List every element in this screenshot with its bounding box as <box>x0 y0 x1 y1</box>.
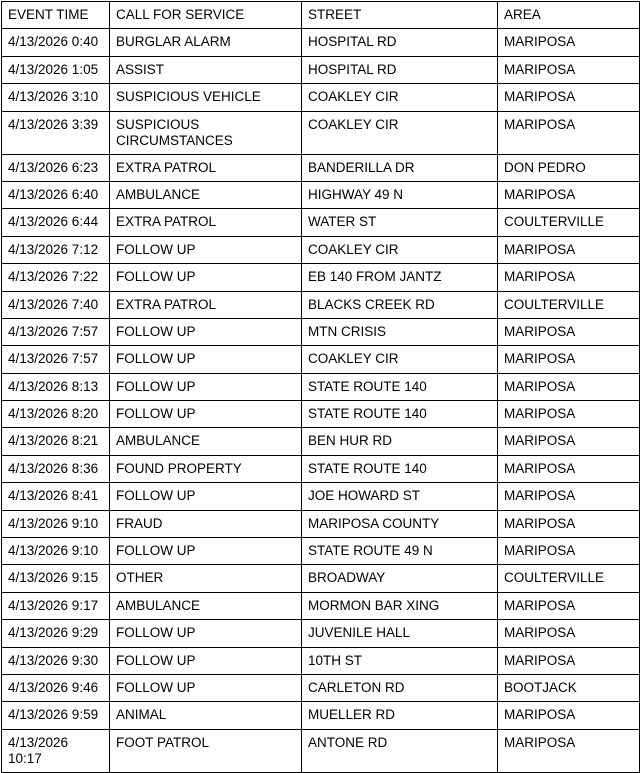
event-time-cell: 4/13/2026 3:39 <box>2 111 110 154</box>
street-cell: JUVENILE HALL <box>302 620 498 647</box>
area-cell: MARIPOSA <box>498 181 640 208</box>
street-cell: MUELLER RD <box>302 702 498 729</box>
area-cell: MARIPOSA <box>498 592 640 619</box>
table-row <box>2 373 640 400</box>
street-cell: BLACKS CREEK RD <box>302 291 498 318</box>
table-row <box>2 181 640 208</box>
area-cell: MARIPOSA <box>498 702 640 729</box>
call-log-table <box>1 1 640 773</box>
area-cell: DON PEDRO <box>498 154 640 181</box>
header-street: STREET <box>302 2 498 29</box>
table-row <box>2 510 640 537</box>
call-for-service-cell: FOLLOW UP <box>110 264 302 291</box>
street-cell: HOSPITAL RD <box>302 29 498 56</box>
event-time-cell: 4/13/2026 7:40 <box>2 291 110 318</box>
table-header <box>2 2 640 29</box>
area-cell: MARIPOSA <box>498 318 640 345</box>
call-for-service-cell: FOLLOW UP <box>110 647 302 674</box>
event-time-cell: 4/13/2026 7:57 <box>2 346 110 373</box>
street-cell: COAKLEY CIR <box>302 346 498 373</box>
area-cell: BOOTJACK <box>498 674 640 701</box>
call-for-service-cell: SUSPICIOUS CIRCUMSTANCES <box>110 111 302 154</box>
call-for-service-cell: FOLLOW UP <box>110 236 302 263</box>
event-time-cell: 4/13/2026 0:40 <box>2 29 110 56</box>
table-row <box>2 428 640 455</box>
call-for-service-cell: ANIMAL <box>110 702 302 729</box>
table-row <box>2 620 640 647</box>
table-body <box>2 29 640 772</box>
call-for-service-cell: FRAUD <box>110 510 302 537</box>
street-cell: BEN HUR RD <box>302 428 498 455</box>
event-time-cell: 4/13/2026 8:41 <box>2 483 110 510</box>
call-for-service-cell: FOLLOW UP <box>110 674 302 701</box>
event-time-cell: 4/13/2026 9:30 <box>2 647 110 674</box>
call-for-service-cell: ASSIST <box>110 56 302 83</box>
table-row <box>2 236 640 263</box>
table-row <box>2 647 640 674</box>
street-cell: JOE HOWARD ST <box>302 483 498 510</box>
area-cell: MARIPOSA <box>498 483 640 510</box>
area-cell: COULTERVILLE <box>498 291 640 318</box>
table-row <box>2 318 640 345</box>
table-row <box>2 346 640 373</box>
street-cell: ANTONE RD <box>302 729 498 772</box>
call-for-service-cell: FOUND PROPERTY <box>110 455 302 482</box>
area-cell: COULTERVILLE <box>498 209 640 236</box>
event-time-cell: 4/13/2026 9:17 <box>2 592 110 619</box>
event-time-cell: 4/13/2026 9:15 <box>2 565 110 592</box>
table-row <box>2 154 640 181</box>
call-for-service-cell: AMBULANCE <box>110 592 302 619</box>
call-for-service-cell: AMBULANCE <box>110 428 302 455</box>
area-cell: MARIPOSA <box>498 620 640 647</box>
event-time-cell: 4/13/2026 10:17 <box>2 729 110 772</box>
call-for-service-cell: FOLLOW UP <box>110 538 302 565</box>
table-row <box>2 401 640 428</box>
call-for-service-cell: OTHER <box>110 565 302 592</box>
header-event-time: EVENT TIME <box>2 2 110 29</box>
call-for-service-cell: FOLLOW UP <box>110 318 302 345</box>
table-row <box>2 674 640 701</box>
event-time-cell: 4/13/2026 9:10 <box>2 510 110 537</box>
table-row <box>2 483 640 510</box>
area-cell: MARIPOSA <box>498 510 640 537</box>
event-time-cell: 4/13/2026 8:21 <box>2 428 110 455</box>
area-cell: MARIPOSA <box>498 236 640 263</box>
area-cell: MARIPOSA <box>498 346 640 373</box>
street-cell: BANDERILLA DR <box>302 154 498 181</box>
area-cell: MARIPOSA <box>498 56 640 83</box>
street-cell: WATER ST <box>302 209 498 236</box>
header-area: AREA <box>498 2 640 29</box>
call-for-service-cell: FOLLOW UP <box>110 373 302 400</box>
area-cell: COULTERVILLE <box>498 565 640 592</box>
header-call-for-service: CALL FOR SERVICE <box>110 2 302 29</box>
area-cell: MARIPOSA <box>498 84 640 111</box>
call-for-service-cell: EXTRA PATROL <box>110 291 302 318</box>
event-time-cell: 4/13/2026 9:10 <box>2 538 110 565</box>
table-row <box>2 538 640 565</box>
area-cell: MARIPOSA <box>498 455 640 482</box>
street-cell: HIGHWAY 49 N <box>302 181 498 208</box>
table-row <box>2 56 640 83</box>
area-cell: MARIPOSA <box>498 373 640 400</box>
street-cell: STATE ROUTE 49 N <box>302 538 498 565</box>
event-time-cell: 4/13/2026 8:20 <box>2 401 110 428</box>
table-row <box>2 111 640 154</box>
table-row <box>2 264 640 291</box>
table-row <box>2 565 640 592</box>
table-row <box>2 592 640 619</box>
area-cell: MARIPOSA <box>498 111 640 154</box>
street-cell: COAKLEY CIR <box>302 84 498 111</box>
street-cell: MARIPOSA COUNTY <box>302 510 498 537</box>
street-cell: MORMON BAR XING <box>302 592 498 619</box>
street-cell: HOSPITAL RD <box>302 56 498 83</box>
event-time-cell: 4/13/2026 6:44 <box>2 209 110 236</box>
event-time-cell: 4/13/2026 6:40 <box>2 181 110 208</box>
event-time-cell: 4/13/2026 8:36 <box>2 455 110 482</box>
call-for-service-cell: SUSPICIOUS VEHICLE <box>110 84 302 111</box>
street-cell: CARLETON RD <box>302 674 498 701</box>
header-row <box>2 2 640 29</box>
call-for-service-cell: FOLLOW UP <box>110 346 302 373</box>
event-time-cell: 4/13/2026 7:57 <box>2 318 110 345</box>
street-cell: MTN CRISIS <box>302 318 498 345</box>
area-cell: MARIPOSA <box>498 729 640 772</box>
street-cell: 10TH ST <box>302 647 498 674</box>
table-row <box>2 702 640 729</box>
event-time-cell: 4/13/2026 6:23 <box>2 154 110 181</box>
call-for-service-cell: FOLLOW UP <box>110 483 302 510</box>
street-cell: STATE ROUTE 140 <box>302 401 498 428</box>
street-cell: STATE ROUTE 140 <box>302 455 498 482</box>
call-for-service-cell: FOLLOW UP <box>110 401 302 428</box>
call-for-service-cell: BURGLAR ALARM <box>110 29 302 56</box>
event-time-cell: 4/13/2026 1:05 <box>2 56 110 83</box>
table-row <box>2 84 640 111</box>
area-cell: MARIPOSA <box>498 647 640 674</box>
area-cell: MARIPOSA <box>498 29 640 56</box>
street-cell: STATE ROUTE 140 <box>302 373 498 400</box>
table-row <box>2 209 640 236</box>
area-cell: MARIPOSA <box>498 428 640 455</box>
street-cell: EB 140 FROM JANTZ <box>302 264 498 291</box>
event-time-cell: 4/13/2026 7:22 <box>2 264 110 291</box>
call-for-service-cell: EXTRA PATROL <box>110 209 302 236</box>
event-time-cell: 4/13/2026 9:29 <box>2 620 110 647</box>
street-cell: COAKLEY CIR <box>302 111 498 154</box>
event-time-cell: 4/13/2026 3:10 <box>2 84 110 111</box>
street-cell: COAKLEY CIR <box>302 236 498 263</box>
table-row <box>2 291 640 318</box>
event-time-cell: 4/13/2026 9:46 <box>2 674 110 701</box>
table-row <box>2 455 640 482</box>
area-cell: MARIPOSA <box>498 401 640 428</box>
call-for-service-cell: FOLLOW UP <box>110 620 302 647</box>
call-for-service-cell: AMBULANCE <box>110 181 302 208</box>
call-for-service-cell: FOOT PATROL <box>110 729 302 772</box>
area-cell: MARIPOSA <box>498 264 640 291</box>
call-for-service-cell: EXTRA PATROL <box>110 154 302 181</box>
event-time-cell: 4/13/2026 7:12 <box>2 236 110 263</box>
street-cell: BROADWAY <box>302 565 498 592</box>
event-time-cell: 4/13/2026 8:13 <box>2 373 110 400</box>
area-cell: MARIPOSA <box>498 538 640 565</box>
table-row <box>2 29 640 56</box>
event-time-cell: 4/13/2026 9:59 <box>2 702 110 729</box>
